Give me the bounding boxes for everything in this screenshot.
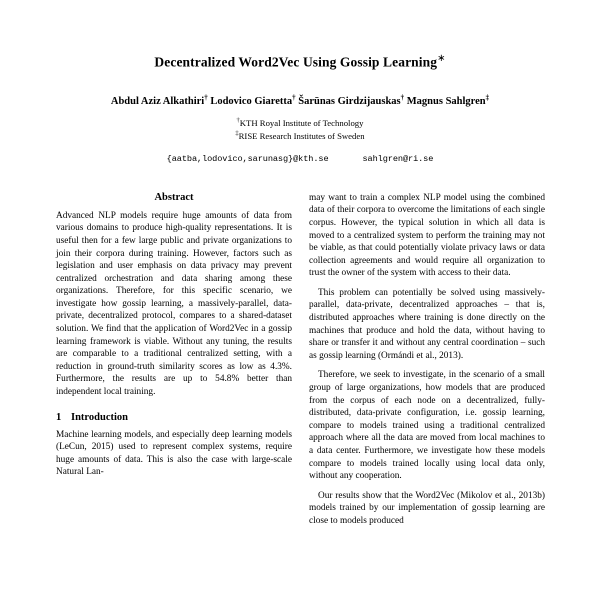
body-columns xyxy=(56,192,544,535)
affiliation-1 xyxy=(56,116,544,130)
page-title xyxy=(56,52,544,71)
intro-paragraph-1: Machine learning models, and especially deep learning models (LeCun, 2015) used to represent complex systems, require huge amounts of data. This is also the case with large-scale Natural Lan- xyxy=(56,429,292,478)
author-name: Magnus Sahlgren xyxy=(406,95,486,107)
title-text: Decentralized Word2Vec Using Gossip Learning xyxy=(154,54,438,70)
affiliation-text: RISE Research Institutes of Sweden xyxy=(238,131,365,142)
author-name: Abdul Aziz Alkathiri xyxy=(110,95,205,107)
email-line xyxy=(56,154,544,164)
author-affil-marker: ‡ xyxy=(485,93,490,102)
author-affil-marker: † xyxy=(400,93,405,102)
abstract-paragraph: Advanced NLP models require huge amounts of data from various domains to produce high-quality representations. It is useful then for a few large public and private organizations to join their corpora during training. However, factors such as legislation and user emphasis on data privacy may prevent centralized orchestration and data sharing among these organizations. Therefore, for this specific scenario, we investigate how gossip learning, a massively-parallel, data-private, decentralized protocol, compares to a shared-dataset solution. We find that the application of Word2Vec in a gossip learning framework is viable. Without any tuning, the results are comparable to a traditional centralized setting, with a reduction in ground-truth similarity scores as low as 4.3%. Furthermore, the results are up to 54.8% better than independent local training. xyxy=(56,210,292,398)
section-number: 1 xyxy=(56,411,62,423)
author-2 xyxy=(210,93,296,107)
title-footnote-marker: ∗ xyxy=(437,53,446,64)
email-right: sahlgren@ri.se xyxy=(362,153,434,164)
affiliation-2 xyxy=(56,129,544,143)
right-paragraph-4: Our results show that the Word2Vec (Mikolov et al., 2013b) models trained by our implementation of gossip learning are close to models produced xyxy=(309,490,545,526)
author-affil-marker: † xyxy=(292,93,296,102)
abstract-heading: Abstract xyxy=(154,191,194,203)
right-paragraph-1: may want to train a complex NLP model using the combined data of their corpora to overcome the limitations of each single corpus. However, the typical solution in which all data is moved to a centralized system to perform the training may not be viable, as that could potentially violate privacy laws or data collection agreements and would require all organization to trust the owner of the system with access to their data. xyxy=(309,192,545,279)
author-list xyxy=(56,93,544,109)
email-left: {aatba,lodovico,sarunasg}@kth.se xyxy=(166,153,329,164)
left-column xyxy=(56,192,292,535)
right-paragraph-2: This problem can potentially be solved using massively-parallel, data-private, decentralized approaches – that is, distributed approaches where training is done directly on the machines that produce and hold the data, without having to share or transfer it and without any central coordination – such as gossip learning (Ormándi et al., 2013). xyxy=(309,287,545,361)
author-1 xyxy=(110,93,208,107)
author-affil-marker: † xyxy=(204,93,208,102)
affiliation-marker: ‡ xyxy=(235,130,239,138)
author-3 xyxy=(298,93,405,107)
right-column xyxy=(309,192,545,535)
right-paragraph-3: Therefore, we seek to investigate, in the scenario of a small group of large organizations, how models that are produced from the corpus of each node on a decentralized, fully-distributed, data-private configuration, i.e. gossip learning, compare to models trained using a traditional centralized approach where all the data are moved from local machines to a data center. Furthermore, we investigate how these models compare to models trained locally using local data only, without any cooperation. xyxy=(309,370,545,482)
section-heading-introduction xyxy=(56,412,292,423)
author-name: Šarūnas Girdzijauskas xyxy=(298,95,401,107)
affiliation-marker: † xyxy=(236,116,240,124)
author-name: Lodovico Giaretta xyxy=(210,95,293,107)
affiliation-text: KTH Royal Institute of Technology xyxy=(239,117,364,128)
section-title: Introduction xyxy=(71,411,128,423)
author-4 xyxy=(406,93,490,107)
